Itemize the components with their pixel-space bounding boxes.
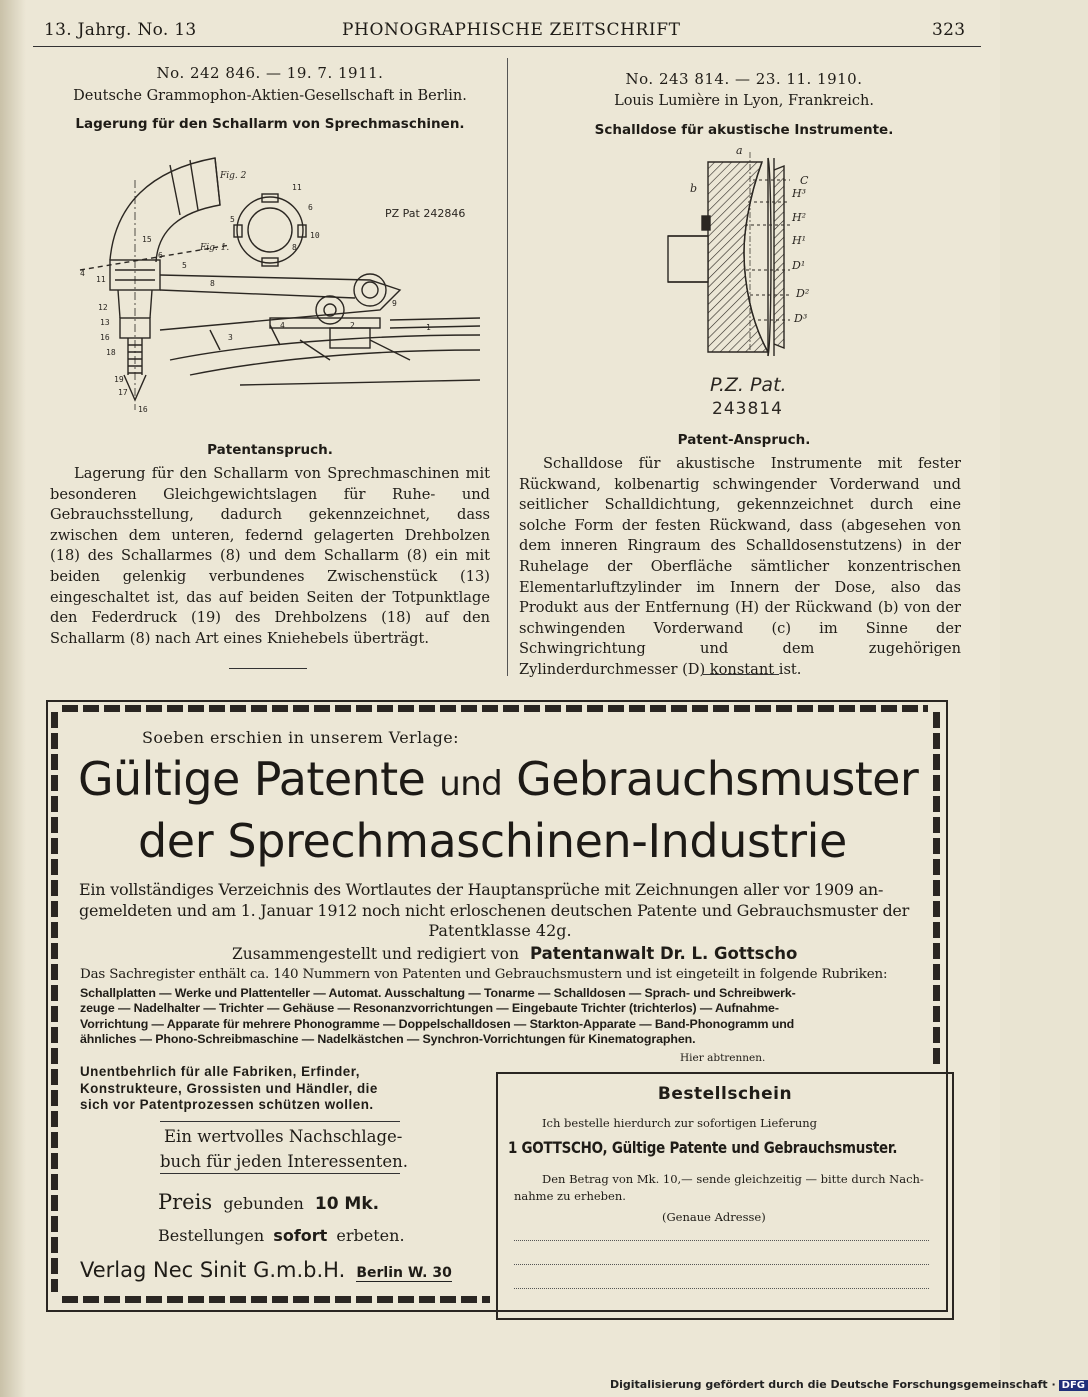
page-gutter-shadow <box>0 0 26 1397</box>
svg-text:3: 3 <box>228 333 233 342</box>
reference-rule-top <box>160 1121 400 1122</box>
issue-label: 13. Jahrg. No. 13 <box>44 20 197 40</box>
right-claim-heading: Patent-Anspruch. <box>677 432 811 448</box>
right-label-d3: D³ <box>794 312 808 325</box>
column-divider <box>507 58 508 676</box>
advert-border-right <box>933 712 940 1064</box>
journal-title: PHONOGRAPHISCHE ZEITSCHRIFT <box>342 20 681 40</box>
svg-text:5: 5 <box>230 215 235 224</box>
left-patent-owner: Deutsche Grammophon-Aktien-Gesellschaft in Berlin. <box>73 88 467 104</box>
fig2-label: Fig. 2 <box>220 171 247 181</box>
publisher-line <box>80 1258 452 1282</box>
svg-text:16: 16 <box>100 333 110 342</box>
address-line-3[interactable] <box>514 1288 929 1289</box>
svg-text:1: 1 <box>426 323 431 332</box>
right-claim-text: Schalldose für akustische Instrumente mit fester Rückwand, kolbenartig schwingender Vorderwand und seitlicher Schalldichtung, gekennzeichnet durch eine solche Form der festen Rückwand, dass (abgesehen von dem inneren Ringraum des Schalldosenstutzens) in der Ruhelage der Oberfläche sämtlicher konzentrischen Elementarluftzylinder im Innern der Dose, also das Produkt aus der Entfernung (H) der Rückwand (b) von der schwingenden Vorderwand (c) im Sinne der Schwingrichtung und dem zugehörigen Zylinderdurchmesser (D) konstant ist. <box>519 455 961 678</box>
headline-patents: Gültige Patente <box>78 752 426 806</box>
svg-text:8: 8 <box>292 243 297 252</box>
svg-text:11: 11 <box>96 275 106 284</box>
orders-suffix: erbeten. <box>336 1226 405 1245</box>
compiled-prefix: Zusammengestellt und redigiert von <box>232 945 519 963</box>
left-patent-stamp: PZ Pat 242846 <box>385 207 466 220</box>
address-line-1[interactable] <box>514 1240 929 1241</box>
reference-rule-bottom <box>160 1173 400 1174</box>
order-form-address-label: (Genaue Adresse) <box>662 1210 766 1224</box>
advert-rubrics <box>80 986 926 1048</box>
rubrics-line-4: ähnliches — Phono-Schreibmaschine — Nadelkästchen — Synchron-Vorrichtungen für Kinematographen. <box>80 1032 696 1047</box>
left-patent-number: No. 242 846. — 19. 7. 1911. <box>156 64 384 82</box>
order-form-title: Bestellschein <box>657 1084 793 1104</box>
right-label-a: a <box>736 144 743 157</box>
right-label-b: b <box>690 182 698 195</box>
svg-text:4: 4 <box>80 269 85 278</box>
svg-text:2: 2 <box>350 321 355 330</box>
svg-text:12: 12 <box>98 303 108 312</box>
right-label-d2: D² <box>796 287 810 300</box>
order-form <box>496 1072 954 1320</box>
left-end-rule <box>229 668 307 669</box>
compiled-name: Patentanwalt Dr. L. Gottscho <box>529 944 798 963</box>
reference-book-box <box>160 1124 408 1174</box>
right-label-d1: D¹ <box>792 259 806 272</box>
advert-audience <box>80 1064 378 1114</box>
svg-text:10: 10 <box>310 231 320 240</box>
svg-text:19: 19 <box>114 375 124 384</box>
advert-border-bottom <box>62 1296 490 1303</box>
audience-line-3: sich vor Patentprozessen schützen wollen. <box>80 1097 374 1112</box>
digitization-footer <box>610 1378 1088 1391</box>
price-prefix: Preis <box>158 1190 213 1214</box>
order-form-pay-2: nahme zu erheben. <box>514 1189 626 1203</box>
order-form-pay-1: Den Betrag von Mk. 10,— sende gleichzeitig — bitte durch Nach- <box>542 1172 924 1186</box>
order-form-item: 1 GOTTSCHO, Gültige Patente und Gebrauchsmuster. <box>508 1138 898 1157</box>
advert-headline-1 <box>78 752 918 806</box>
advert-compiled-by <box>232 944 797 963</box>
publisher-name: Verlag Nec Sinit G.m.b.H. <box>80 1258 346 1282</box>
advert-desc-line-2: gemeldeten und am 1. Januar 1912 noch nicht erloschenen deutschen Patente und Gebrauchsmuster der <box>79 901 910 920</box>
advert-register-line: Das Sachregister enthält ca. 140 Nummern von Patenten und Gebrauchsmustern und ist eingeteilt in folgende Rubriken: <box>80 967 888 982</box>
reference-line-2: buch für jeden Interessenten. <box>160 1152 409 1171</box>
left-claim-heading: Patentanspruch. <box>207 442 333 458</box>
svg-text:6: 6 <box>308 203 313 212</box>
headline-and: und <box>439 764 503 804</box>
page-number: 323 <box>932 20 966 40</box>
right-label-h1: H¹ <box>792 234 807 247</box>
left-patent-title: Lagerung für den Schallarm von Sprechmaschinen. <box>75 116 465 132</box>
price-value: 10 Mk. <box>314 1194 380 1214</box>
right-patent-stamp-2: 243814 <box>712 399 783 419</box>
rubrics-line-3: Vorrichtung — Apparate für mehrere Phonogramme — Doppelschalldosen — Starkton-Apparate — Band-Phonogramm und <box>80 1016 795 1031</box>
order-form-line-1: Ich bestelle hierdurch zur sofortigen Lieferung <box>542 1116 818 1130</box>
fig1-label: Fig. 1. <box>200 243 230 253</box>
left-patent-drawing <box>70 150 490 420</box>
headline-utility-models: Gebrauchsmuster <box>516 752 919 806</box>
right-patent-owner: Louis Lumière in Lyon, Frankreich. <box>614 93 874 109</box>
footer-text: Digitalisierung gefördert durch die Deutsche Forschungsgemeinschaft · <box>610 1378 1056 1391</box>
right-patent-title: Schalldose für akustische Instrumente. <box>594 122 894 138</box>
cut-here-note: Hier abtrennen. <box>680 1052 766 1064</box>
orders-line <box>158 1226 405 1245</box>
svg-text:17: 17 <box>118 388 128 397</box>
audience-line-1: Unentbehrlich für alle Fabriken, Erfinder, <box>80 1064 360 1079</box>
svg-text:9: 9 <box>392 299 397 308</box>
advert-headline-2: der Sprechmaschinen-Industrie <box>138 814 847 868</box>
orders-bold: sofort <box>273 1226 328 1245</box>
svg-text:5: 5 <box>182 261 187 270</box>
left-claim-text: Lagerung für den Schallarm von Sprechmaschinen mit besonderen Gleichgewichtslagen für Ruhe- und Gebrauchsstellung, dadurch gekennzeichnet, dass zwischen dem unteren, federnd gelagerten Drehbolzen (18) des Schallarmes (8) und dem Schallarm (8) ein mit beiden gelenkig verbundenes Zwischenstück (13) eingeschaltet ist, das auf beiden Seiten der Totpunktlage den Federdruck (19) des Drehbolzens (18) auf den Schallarm (8) nach Art eines Kniehebels überträgt. <box>50 465 490 647</box>
header-rule <box>33 46 981 47</box>
right-end-rule <box>703 674 779 675</box>
right-patent-stamp-1: P.Z. Pat. <box>710 374 787 396</box>
svg-text:4: 4 <box>280 321 285 330</box>
svg-text:16: 16 <box>138 405 148 414</box>
advert-desc-line-3: Patentklasse 42g. <box>428 921 572 940</box>
advert-border-left <box>51 712 58 1292</box>
rubrics-line-2: zeuge — Nadelhalter — Trichter — Gehäuse — Resonanzvorrichtungen — Eingebaute Trichter (trichterlos) — Aufnahme- <box>80 1001 779 1016</box>
advert-desc-line-1: Ein vollständiges Verzeichnis des Wortlautes der Hauptansprüche mit Zeichnungen aller vor 1909 an- <box>79 880 884 899</box>
svg-text:8: 8 <box>210 279 215 288</box>
publisher-city: Berlin W. 30 <box>356 1265 452 1281</box>
right-label-c: C <box>800 174 809 187</box>
svg-text:15: 15 <box>142 235 152 244</box>
price-mid: gebunden <box>223 1194 304 1213</box>
advert-border-top <box>62 705 928 712</box>
right-label-h2: H² <box>792 211 807 224</box>
svg-text:13: 13 <box>100 318 110 327</box>
svg-text:11: 11 <box>292 183 302 192</box>
right-label-h3: H³ <box>792 187 807 200</box>
address-line-2[interactable] <box>514 1264 929 1265</box>
audience-line-2: Konstrukteure, Grossisten und Händler, die <box>80 1080 378 1096</box>
svg-text:18: 18 <box>106 348 116 357</box>
reference-line-1: Ein wertvolles Nachschlage- <box>164 1127 403 1146</box>
dfg-logo: DFG <box>1059 1380 1088 1391</box>
right-patent-number: No. 243 814. — 23. 11. 1910. <box>625 70 863 88</box>
orders-prefix: Bestellungen <box>158 1226 265 1245</box>
rubrics-line-1: Schallplatten — Werke und Plattenteller — Automat. Ausschaltung — Tonarme — Schalldosen — Sprach- und Schreibwerk- <box>80 986 796 1000</box>
advert-intro: Soeben erschien in unserem Verlage: <box>142 728 459 747</box>
price-line <box>158 1190 379 1214</box>
svg-text:6: 6 <box>158 251 163 260</box>
